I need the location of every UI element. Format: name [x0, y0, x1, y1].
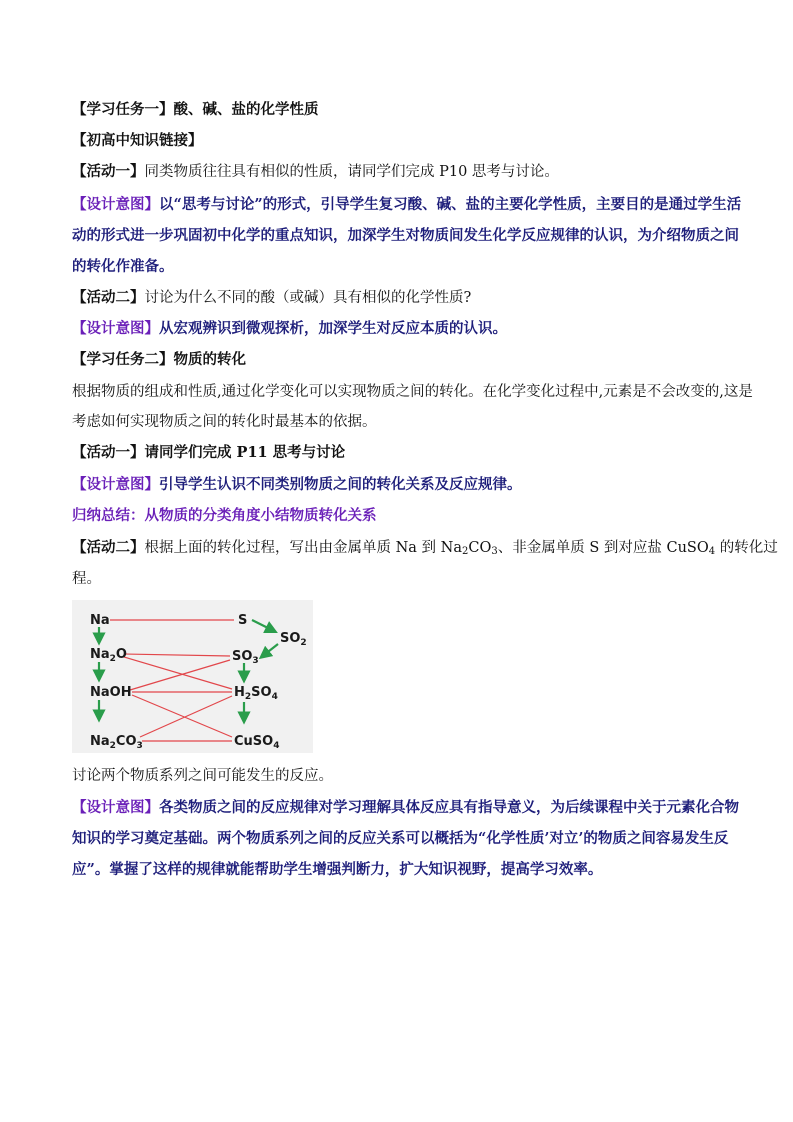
- intent1-line1: [72, 195, 742, 215]
- knowledge-link-heading: 【初高中知识链接】: [72, 132, 203, 149]
- activity4-line2: 程。: [72, 571, 101, 587]
- intent4-text1: 各类物质之间的反应规律对学习理解具体反应具有指导意义，为后续课程中关于元素化合物: [159, 799, 739, 816]
- activity4-mid1: CO: [468, 540, 492, 556]
- activity1-text: 同类物质往往具有相似的性质，请同学们完成 P10 思考与讨论。: [144, 164, 559, 180]
- task1-heading: [72, 100, 727, 120]
- label-na2o: $Na_2O$: [90, 647, 127, 664]
- activity4-mid2: 、非金属单质 S 到对应盐 CuSO: [497, 540, 709, 556]
- activity3-bracket: 【活动一】: [72, 444, 145, 461]
- label-cuso4: CuSO$_4$: [234, 734, 280, 751]
- intent3-line: [72, 475, 727, 495]
- intent2-bracket: 【设计意图】: [72, 320, 159, 337]
- summary-line: 归纳总结：从物质的分类角度小结物质转化关系: [72, 507, 377, 524]
- activity3-text: 请同学们完成 P11 思考与讨论: [144, 444, 346, 461]
- intent1-text1: 以“思考与讨论”的形式，引导学生复习酸、碱、盐的主要化学性质，主要目的是通过学生活: [159, 196, 742, 213]
- line-na2o-h2so4: [124, 657, 232, 689]
- line-na2o-so3: [124, 654, 230, 656]
- line-naoh-cuso4: [132, 695, 232, 737]
- conversion-diagram: [72, 600, 313, 753]
- activity2-bracket: 【活动二】: [72, 289, 145, 306]
- activity4-sub3: 4: [708, 546, 716, 557]
- paragraph-line1: 根据物质的组成和性质,通过化学变化可以实现物质之间的转化。在化学变化过程中,元素是不会改变的,这是: [72, 384, 753, 400]
- intent4-line2: 知识的学习奠定基础。两个物质系列之间的反应关系可以概括为“化学性质’对立’的物质之间容易发生反: [72, 830, 729, 847]
- activity4-pre: 根据上面的转化过程，写出由金属单质 Na 到 Na: [144, 540, 462, 556]
- activity4-bracket: 【活动二】: [72, 539, 145, 556]
- intent3-text: 引导学生认识不同类别物质之间的转化关系及反应规律。: [159, 476, 522, 493]
- task1-bracket: 【学习任务一】: [72, 101, 174, 118]
- line-naoh-so3: [130, 660, 230, 690]
- task2-bracket: 【学习任务二】: [72, 351, 174, 368]
- activity4-sub2: 3: [491, 546, 498, 557]
- activity1-line: [72, 162, 727, 182]
- activity4-post: 的转化过: [715, 540, 778, 556]
- task2-text: 物质的转化: [173, 351, 246, 368]
- discuss-line: 讨论两个物质系列之间可能发生的反应。: [72, 768, 333, 784]
- intent2-text: 从宏观辨识到微观探析，加深学生对反应本质的认识。: [159, 320, 507, 337]
- label-na2co3: $Na_2CO_3$: [90, 734, 143, 751]
- arrow-so2-so3: [264, 644, 278, 655]
- intent1-bracket: 【设计意图】: [72, 196, 159, 213]
- task1-text: 酸、碱、盐的化学性质: [173, 101, 319, 118]
- conversion-diagram-svg: [72, 600, 313, 753]
- task2-heading: [72, 350, 727, 370]
- label-naoh: NaOH: [90, 685, 132, 700]
- activity4-sub1: 2: [462, 546, 469, 557]
- activity2-line: [72, 288, 727, 308]
- label-na: Na: [90, 613, 110, 628]
- label-so2: $SO_2$: [280, 631, 307, 648]
- label-s: S: [238, 613, 248, 628]
- intent1-line2: 动的形式进一步巩固初中化学的重点知识，加深学生对物质间发生化学反应规律的认识，为介绍物质之间: [72, 227, 739, 244]
- activity2-text: 讨论为什么不同的酸（或碱）具有相似的化学性质?: [144, 290, 472, 306]
- intent4-line1: [72, 798, 739, 818]
- intent2-line: [72, 319, 727, 339]
- intent4-line3: 应”。掌握了这样的规律就能帮助学生增强判断力，扩大知识视野，提高学习效率。: [72, 861, 603, 878]
- activity1-bracket: 【活动一】: [72, 163, 145, 180]
- arrow-s-so2: [252, 620, 272, 630]
- label-h2so4: $H_2SO_4$: [234, 685, 278, 702]
- activity3-line: [72, 443, 727, 463]
- activity4-line1: [72, 538, 778, 562]
- intent4-bracket: 【设计意图】: [72, 799, 159, 816]
- intent3-bracket: 【设计意图】: [72, 476, 159, 493]
- label-so3: $SO_3$: [232, 649, 259, 666]
- intent1-line3: 的转化作准备。: [72, 258, 174, 275]
- paragraph-line2: 考虑如何实现物质之间的转化时最基本的依据。: [72, 414, 377, 430]
